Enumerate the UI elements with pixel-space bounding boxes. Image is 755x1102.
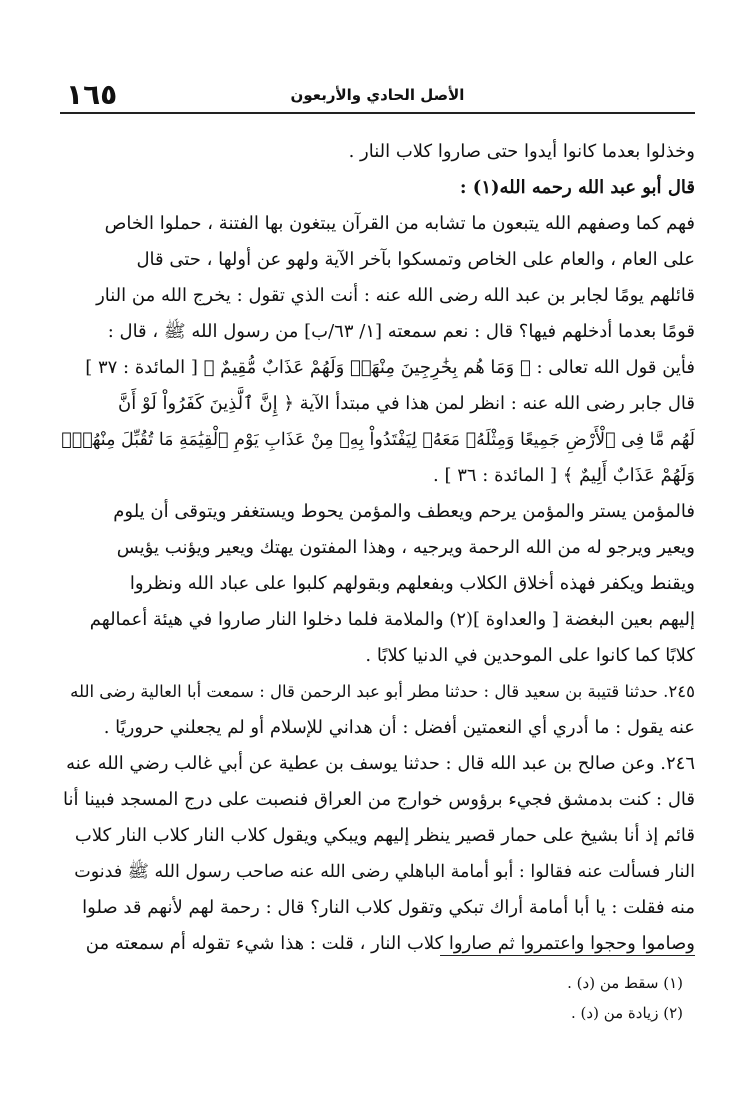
footnotes <box>60 968 695 1028</box>
quran-line: لَهُم مَّا فِى ٱلْأَرْضِ جَمِيعًا وَمِثْلَهُۥ مَعَهُۥ لِيَفْتَدُواْ بِهِۦ مِنْ عَذَابِ يَوْمِ ٱلْقِيَٰمَةِ مَا تُقُبِّلَ مِنْهُمْۖ <box>61 430 695 450</box>
quran-line: وَلَهُمْ عَذَابٌ أَلِيمٌ ﴾ [ المائدة : ٣٦ ] . <box>433 465 695 486</box>
page-header <box>60 78 695 114</box>
footnote-divider <box>440 955 695 956</box>
text-line: قائلهم يومًا لجابر بن عبد الله رضى الله عنه : أنت الذي تقول : يخرج الله من النار <box>96 285 695 306</box>
footnote: (٢) زيادة من (د) . <box>571 1004 683 1022</box>
text-line: فهم كما وصفهم الله يتبعون ما تشابه من القرآن يبتغون بها الفتنة ، حملوا الخاص <box>104 213 695 234</box>
hadith-line: منه فقلت : يا أبا أمامة أراك تبكي وتقول كلاب النار؟ قال : رحمة لهم لأنهم قد صلوا <box>82 897 695 918</box>
text-line: قومًا بعدما أدخلهم فيها؟ قال : نعم سمعته [١/ ٦٣/ب] من رسول الله ﷺ ، قال : <box>107 321 695 342</box>
text-line: ويعير ويرجو له من الله الرحمة ويرجيه ، وهذا المفتون يهتك ويعير ويؤنب يؤيس <box>116 537 695 558</box>
page-number: ١٦٥ <box>66 78 118 111</box>
hadith-line: قال : كنت بدمشق فجيء برؤوس خوارج من العراق فنصبت على درج المسجد فبينا أنا <box>63 789 695 810</box>
running-title: الأصل الحادي والأربعون <box>290 86 465 104</box>
hadith-line: عنه يقول : ما أدري أي النعمتين أفضل : أن هداني للإسلام أو لم يجعلني حروريًا . <box>103 717 695 738</box>
hadith-line: ٢٤٥. حدثنا قتيبة بن سعيد قال : حدثنا مطر أبو عبد الرحمن قال : سمعت أبا العالية رضى الله <box>70 682 695 701</box>
text-line: على العام ، والعام على الخاص وتمسكوا بآخر الآية ولهو عن أولها ، حتى قال <box>136 249 695 270</box>
hadith-line: قائم إذ أنا بشيخ على حمار قصير ينظر إليهم ويبكي ويقول كلاب النار كلاب النار كلاب <box>74 825 695 846</box>
footnote: (١) سقط من (د) . <box>567 974 683 992</box>
quran-line: فأين قول الله تعالى : ﴿ وَمَا هُم بِخَٰرِجِينَ مِنْهَاۖ وَلَهُمْ عَذَابٌ مُّقِيمٌ ﴾ [ المائدة : ٣٧ ] <box>85 357 695 378</box>
text-line: ويقنط ويكفر فهذه أخلاق الكلاب وبفعلهم وبقولهم كلبوا على عباد الله ونظروا <box>129 573 695 594</box>
section-heading: قال أبو عبد الله رحمه الله(١) : <box>459 177 695 198</box>
text-line: إليهم بعين البغضة [ والعداوة ](٢) والملامة فلما دخلوا النار صاروا في هيئة أعمالهم <box>89 609 695 630</box>
hadith-line: النار فسألت عنه فقالوا : أبو أمامة الباهلي رضى الله عنه صاحب رسول الله ﷺ فدنوت <box>74 862 695 882</box>
quran-line: قال جابر رضى الله عنه : انظر لمن هذا في مبتدأ الآية ﴿ إِنَّ ٱلَّذِينَ كَفَرُواْ لَوْ أَنَّ <box>118 393 695 414</box>
hadith-line: وصاموا وحجوا واعتمروا ثم صاروا كلاب النار ، قلت : هذا شيء تقوله أم سمعته من <box>85 933 695 954</box>
main-text <box>60 134 695 962</box>
text-line: كلابًا كما كانوا على الموحدين في الدنيا كلابًا . <box>365 645 695 666</box>
text-line: وخذلوا بعدما كانوا أيدوا حتى صاروا كلاب النار . <box>348 141 695 162</box>
text-line: فالمؤمن يستر والمؤمن يرحم ويعطف والمؤمن يحوط ويستغفر ويتوقى أن يلوم <box>113 501 695 522</box>
hadith-line: ٢٤٦. وعن صالح بن عبد الله قال : حدثنا يوسف بن عطية عن أبي غالب رضي الله عنه <box>66 753 695 774</box>
